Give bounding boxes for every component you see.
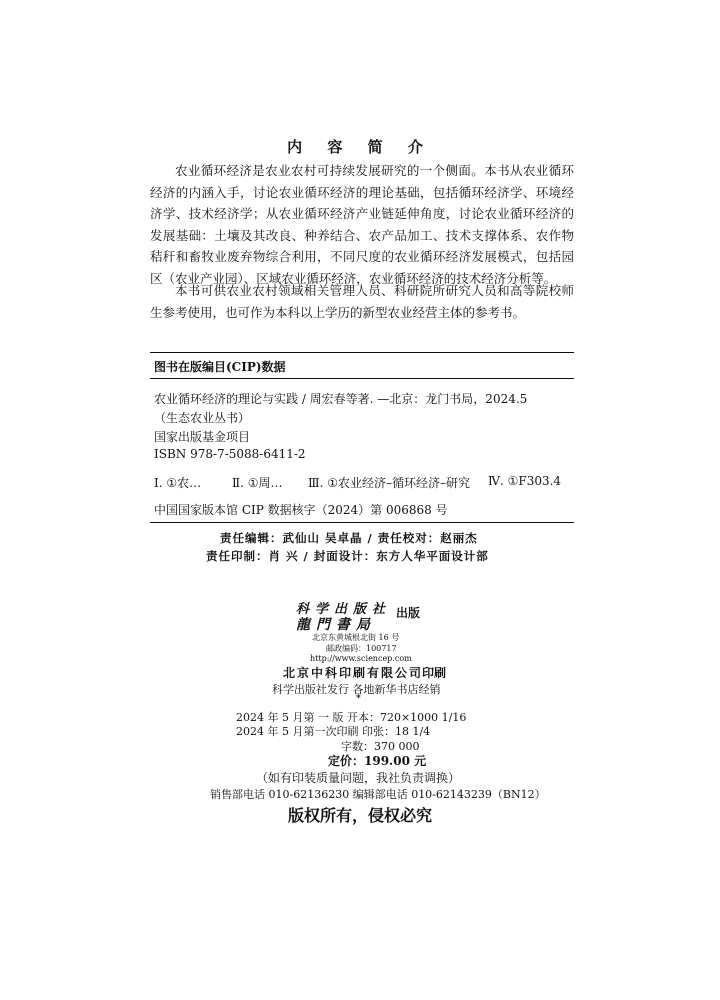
cip-line-3: 国家出版基金项目 [154,430,251,444]
staff-line-2: 责任印制：肖 兴 / 封面设计：东方人华平面设计部 [206,549,489,563]
cip-line-2: （生态农业丛书） [154,411,251,425]
staff-line-1: 责任编辑：武仙山 吴卓晶 / 责任校对：赵丽杰 [220,531,478,545]
edition-line-2: 2024 年 5 月第一次印刷 印张：18 1/4 [236,725,431,738]
separator-star: * [356,694,361,704]
cip-class-4: Ⅳ. ①F303.4 [488,474,562,488]
publisher-address: 北京东黄城根北街 16 号 [312,633,400,642]
publisher-website: http://www.sciencep.com [310,654,412,663]
cip-line-1: 农业循环经济的理论与实践 / 周宏春等著. —北京：龙门书局，2024.5 [154,392,528,406]
copyright-notice: 版权所有，侵权必究 [287,806,432,825]
summary-paragraph-1: 农业循环经济是农业农村可持续发展研究的一个侧面。本书从农业循环经济的内涵入手，讨论农业循环经济的理论基础，包括循环经济学、环境经济学、技术经济学；从农业循环经济产业链延伸角度，讨论农业循环经济的发展基础：土壤及其改良、种养结合、农产品加工、技术支撑体系、农作物秸秆和畜牧业废弃物综合利用，不同尺度的农业循环经济发展模式，包括园区（农业产业园）、区域农业循环经济，农业循环经济的技术经济分析等。 [150,163,574,286]
summary-paragraph-2: 本书可供农业农村领域相关管理人员、科研院所研究人员和高等院校师生参考使用，也可作为本科以上学历的新型农业经营主体的参考书。 [150,283,574,320]
cip-class-3: Ⅲ. ①农业经济–循环经济–研究 [308,476,470,490]
cip-top-rule [150,352,574,353]
cip-header: 图书在版编目(CIP)数据 [154,360,286,374]
word-count: 字数：370 000 [341,740,420,753]
print-label: 印刷 [422,666,447,680]
publisher-logo-longmen: 龍門書局 [296,617,376,633]
cip-class-2: Ⅱ. ①周… [232,476,283,490]
cip-header-rule [150,378,574,379]
cip-class-1: Ⅰ. ①农… [154,476,202,490]
printer-name: 北京中科印刷有限公司 [283,666,424,680]
edition-line-1: 2024 年 5 月第 一 版 开本：720×1000 1/16 [236,711,467,724]
publish-label: 出版 [396,606,421,620]
quality-notice: （如有印装质量问题，我社负责调换） [256,771,461,785]
department-phones: 销售部电话 010-62136230 编辑部电话 010-62143239（BN12） [210,788,546,801]
publisher-logo-science-press: 科学出版社 [296,602,392,617]
distribution-line: 科学出版社发行 各地新华书店经销 [272,683,441,696]
price: 定价：199.00 元 [328,754,427,768]
cip-verification: 中国国家版本馆 CIP 数据核字（2024）第 006868 号 [154,503,448,517]
publisher-postcode: 邮政编码：100717 [326,644,397,653]
summary-title: 内 容 简 介 [287,138,433,156]
cip-isbn: ISBN 978-7-5088-6411-2 [154,447,306,461]
cip-bottom-rule [150,522,574,523]
